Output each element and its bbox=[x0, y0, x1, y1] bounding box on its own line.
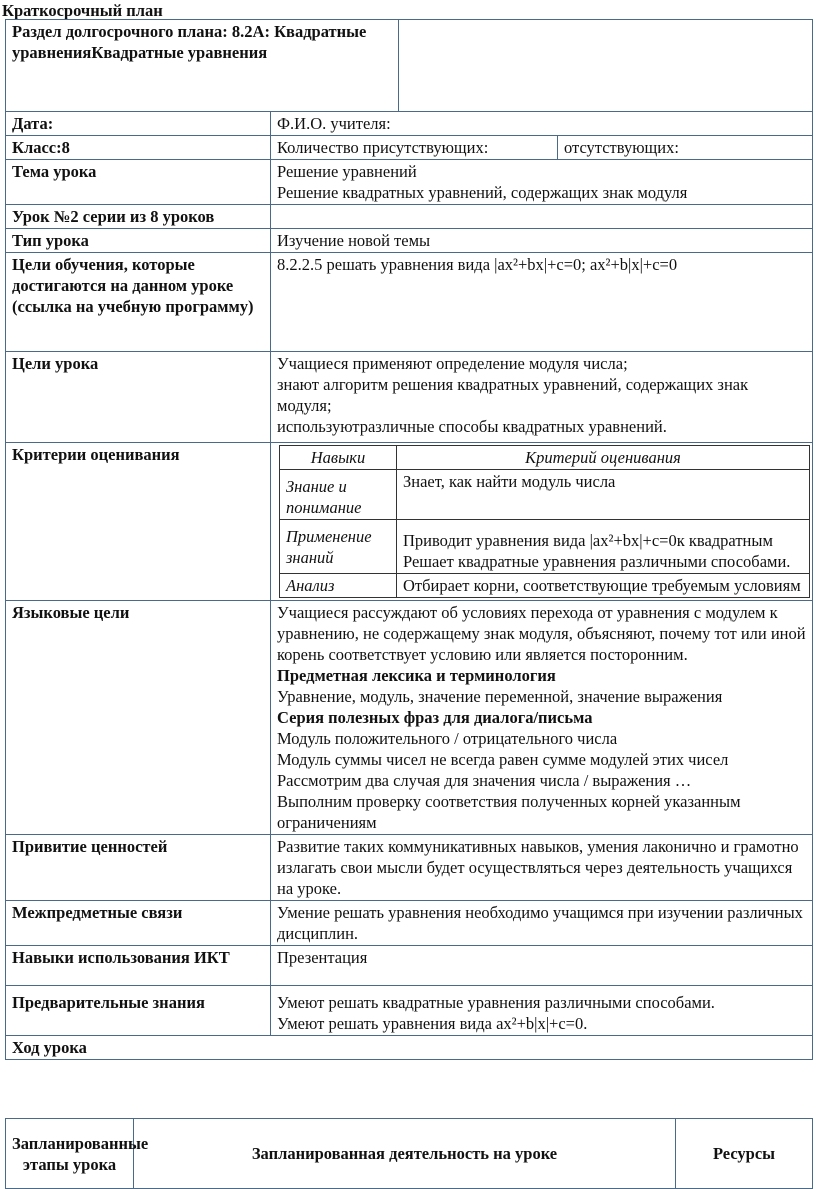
phrases-heading: Серия полезных фраз для диалога/письма bbox=[277, 708, 593, 727]
phrase: Модуль положительного / отрицательного числа bbox=[277, 729, 618, 748]
lesson-series: Урок №2 серии из 8 уроков bbox=[6, 205, 271, 229]
criteria-text: Отбирает корни, соответствующие требуемым условиям bbox=[397, 574, 810, 598]
present-label: Количество присутствующих: bbox=[271, 136, 558, 160]
lesson-info-table bbox=[5, 111, 813, 1060]
ict-value: Презентация bbox=[271, 946, 813, 986]
lesson-series-value bbox=[271, 205, 813, 229]
phrase: Модуль суммы чисел не всегда равен сумме модулей этих чисел bbox=[277, 750, 729, 769]
col-stages: Запланированные этапы урока bbox=[6, 1119, 134, 1189]
criteria-text: Знает, как найти модуль числа bbox=[397, 470, 810, 520]
criteria-header-skills: Навыки bbox=[280, 446, 397, 470]
section-value bbox=[399, 20, 813, 112]
class-label: Класс:8 bbox=[6, 136, 271, 160]
criteria-cell bbox=[397, 520, 810, 574]
teacher-label: Ф.И.О. учителя: bbox=[271, 112, 813, 136]
language-value bbox=[271, 601, 813, 835]
goal-line: Учащиеся применяют определение модуля числа; bbox=[277, 354, 628, 373]
phrase: Выполним проверку соответствия полученных корней указанным ограничениям bbox=[277, 792, 741, 832]
topic-line: Решение квадратных уравнений, содержащих знак модуля bbox=[277, 183, 688, 202]
progress-label: Ход урока bbox=[6, 1036, 813, 1060]
criteria-skill: Анализ bbox=[280, 574, 397, 598]
type-label: Тип урока bbox=[6, 229, 271, 253]
topic-label: Тема урока bbox=[6, 160, 271, 205]
language-label: Языковые цели bbox=[6, 601, 271, 835]
document-title: Краткосрочный план bbox=[2, 1, 163, 20]
type-value: Изучение новой темы bbox=[271, 229, 813, 253]
col-resources: Ресурсы bbox=[676, 1119, 813, 1189]
topic-line: Решение уравнений bbox=[277, 162, 417, 181]
vocab-text: Уравнение, модуль, значение переменной, значение выражения bbox=[277, 687, 723, 706]
absent-label: отсутствующих: bbox=[558, 136, 813, 160]
criteria-skill: Применение знаний bbox=[280, 520, 397, 574]
language-intro: Учащиеся рассуждают об условиях перехода от уравнения с модулем к уравнению, не содержащему знак модуля, объясняют, почему тот или иной корень соответствует условию или является посторонним. bbox=[277, 603, 806, 664]
topic-value bbox=[271, 160, 813, 205]
criteria-label: Критерии оценивания bbox=[6, 443, 271, 601]
ict-label: Навыки использования ИКТ bbox=[6, 946, 271, 986]
goal-line: используютразличные способы квадратных уравнений. bbox=[277, 417, 667, 436]
criteria-text: Приводит уравнения вида |ax²+bx|+c=0к квадратным bbox=[403, 531, 773, 550]
objectives-value: 8.2.2.5 решать уравнения вида |ax²+bx|+c=0; ax²+b|x|+c=0 bbox=[271, 253, 813, 352]
criteria-skill: Знание и понимание bbox=[280, 470, 397, 520]
col-activity: Запланированная деятельность на уроке bbox=[134, 1119, 676, 1189]
prior-value bbox=[271, 986, 813, 1036]
values-label: Привитие ценностей bbox=[6, 835, 271, 901]
goal-line: знают алгоритм решения квадратных уравнений, содержащих знак модуля; bbox=[277, 375, 749, 415]
phrase: Рассмотрим два случая для значения числа / выражения … bbox=[277, 771, 692, 790]
objectives-label: Цели обучения, которые достигаются на данном уроке (ссылка на учебную программу) bbox=[6, 253, 271, 352]
values-value: Развитие таких коммуникативных навыков, умения лаконично и грамотно излагать свои мысли будет осуществляться через деятельность учащихся на уроке. bbox=[271, 835, 813, 901]
cross-label: Межпредметные связи bbox=[6, 901, 271, 946]
criteria-table bbox=[279, 445, 810, 598]
progress-header-table bbox=[5, 1118, 813, 1189]
criteria-header-criteria: Критерий оценивания bbox=[397, 446, 810, 470]
section-label: Раздел долгосрочного плана: 8.2А: Квадратные уравненияКвадратные уравнения bbox=[6, 20, 399, 112]
criteria-value bbox=[271, 443, 813, 601]
lesson-plan-table bbox=[5, 19, 813, 112]
prior-line: Умеют решать уравнения вида ax²+b|x|+c=0. bbox=[277, 1014, 588, 1033]
criteria-text: Решает квадратные уравнения различными способами. bbox=[403, 552, 791, 571]
goals-value bbox=[271, 352, 813, 443]
prior-line: Умеют решать квадратные уравнения различными способами. bbox=[277, 993, 715, 1012]
prior-label: Предварительные знания bbox=[6, 986, 271, 1036]
vocab-heading: Предметная лексика и терминология bbox=[277, 666, 556, 685]
goals-label: Цели урока bbox=[6, 352, 271, 443]
cross-value: Умение решать уравнения необходимо учащимся при изучении различных дисциплин. bbox=[271, 901, 813, 946]
date-label: Дата: bbox=[6, 112, 271, 136]
